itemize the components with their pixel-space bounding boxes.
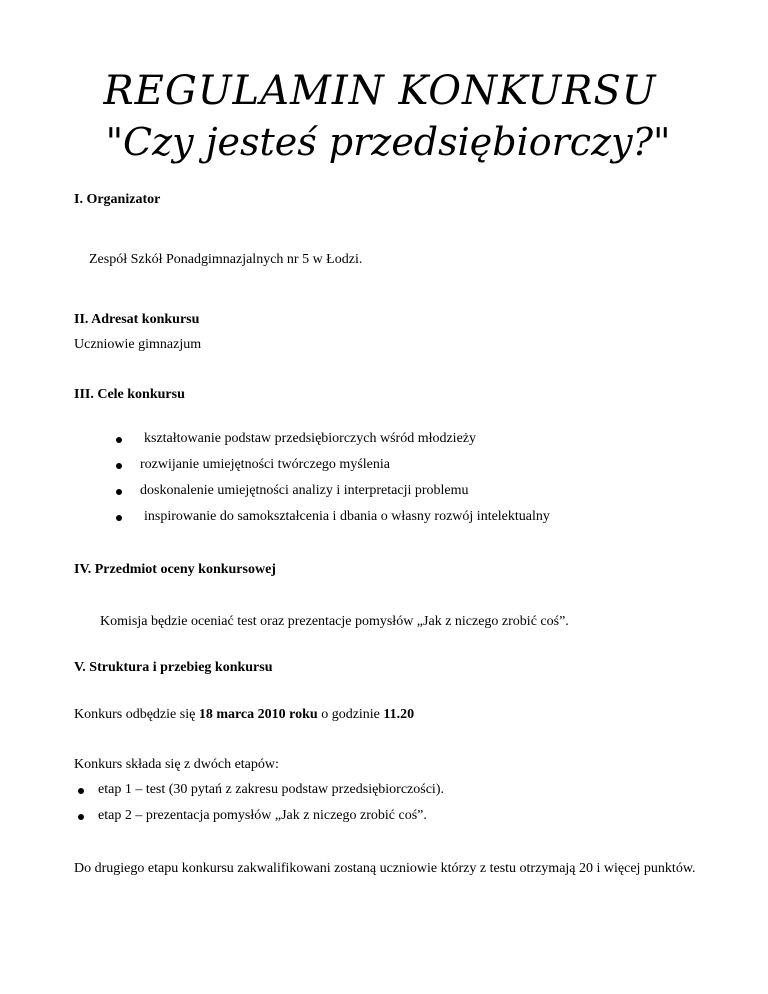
goal-text: rozwijanie umiejętności twórczego myślenia: [140, 457, 390, 472]
section-heading-organizer: I. Organizator: [74, 192, 161, 207]
document-subtitle: "Czy jesteś przedsiębiorczy?": [105, 120, 671, 164]
section-heading-subject: IV. Przedmiot oceny konkursowej: [74, 562, 276, 577]
list-item: [110, 481, 710, 507]
stages-list: [74, 780, 714, 832]
goal-text: kształtowanie podstaw przedsiębiorczych wśród młodzieży: [144, 431, 477, 446]
organizer-text: Zespół Szkół Ponadgimnazjalnych nr 5 w Łodzi.: [89, 252, 363, 267]
time-prefix: o godzinie: [317, 707, 384, 722]
bullet-icon: [116, 489, 122, 495]
goals-list: [110, 429, 710, 533]
list-item: [110, 455, 710, 481]
contest-date: 18 marca 2010 roku: [198, 707, 318, 722]
subject-text: Komisja będzie oceniać test oraz prezentacje pomysłów „Jak z niczego zrobić coś”.: [100, 614, 569, 629]
bullet-icon: [78, 788, 84, 794]
goal-text: inspirowanie do samokształcenia i dbania o własny rozwój intelektualny: [144, 509, 550, 524]
section-heading-goals: III. Cele konkursu: [74, 387, 185, 402]
date-prefix: Konkurs odbędzie się: [74, 707, 199, 722]
list-item: [74, 780, 714, 806]
audience-text: Uczniowie gimnazjum: [74, 337, 202, 352]
bullet-icon: [116, 463, 122, 469]
goal-text: doskonalenie umiejętności analizy i interpretacji problemu: [140, 483, 469, 498]
contest-time: 11.20: [383, 707, 415, 722]
section-heading-structure: V. Struktura i przebieg konkursu: [74, 660, 273, 675]
contest-date-line: [74, 705, 414, 725]
list-item: [110, 507, 710, 533]
qualification-text: Do drugiego etapu konkursu zakwalifikowani zostaną uczniowie którzy z testu otrzymają 20 i więcej punktów.: [74, 861, 696, 876]
list-item: [110, 429, 710, 455]
stages-intro: Konkurs składa się z dwóch etapów:: [74, 757, 279, 772]
section-heading-audience: II. Adresat konkursu: [74, 312, 200, 327]
stage-text: etap 2 – prezentacja pomysłów „Jak z niczego zrobić coś”.: [98, 808, 427, 823]
document-title: REGULAMIN KONKURSU: [103, 68, 657, 114]
stage-text: etap 1 – test (30 pytań z zakresu podstaw przedsiębiorczości).: [98, 782, 444, 797]
bullet-icon: [78, 814, 84, 820]
bullet-icon: [116, 515, 122, 521]
bullet-icon: [116, 437, 122, 443]
list-item: [74, 806, 714, 832]
